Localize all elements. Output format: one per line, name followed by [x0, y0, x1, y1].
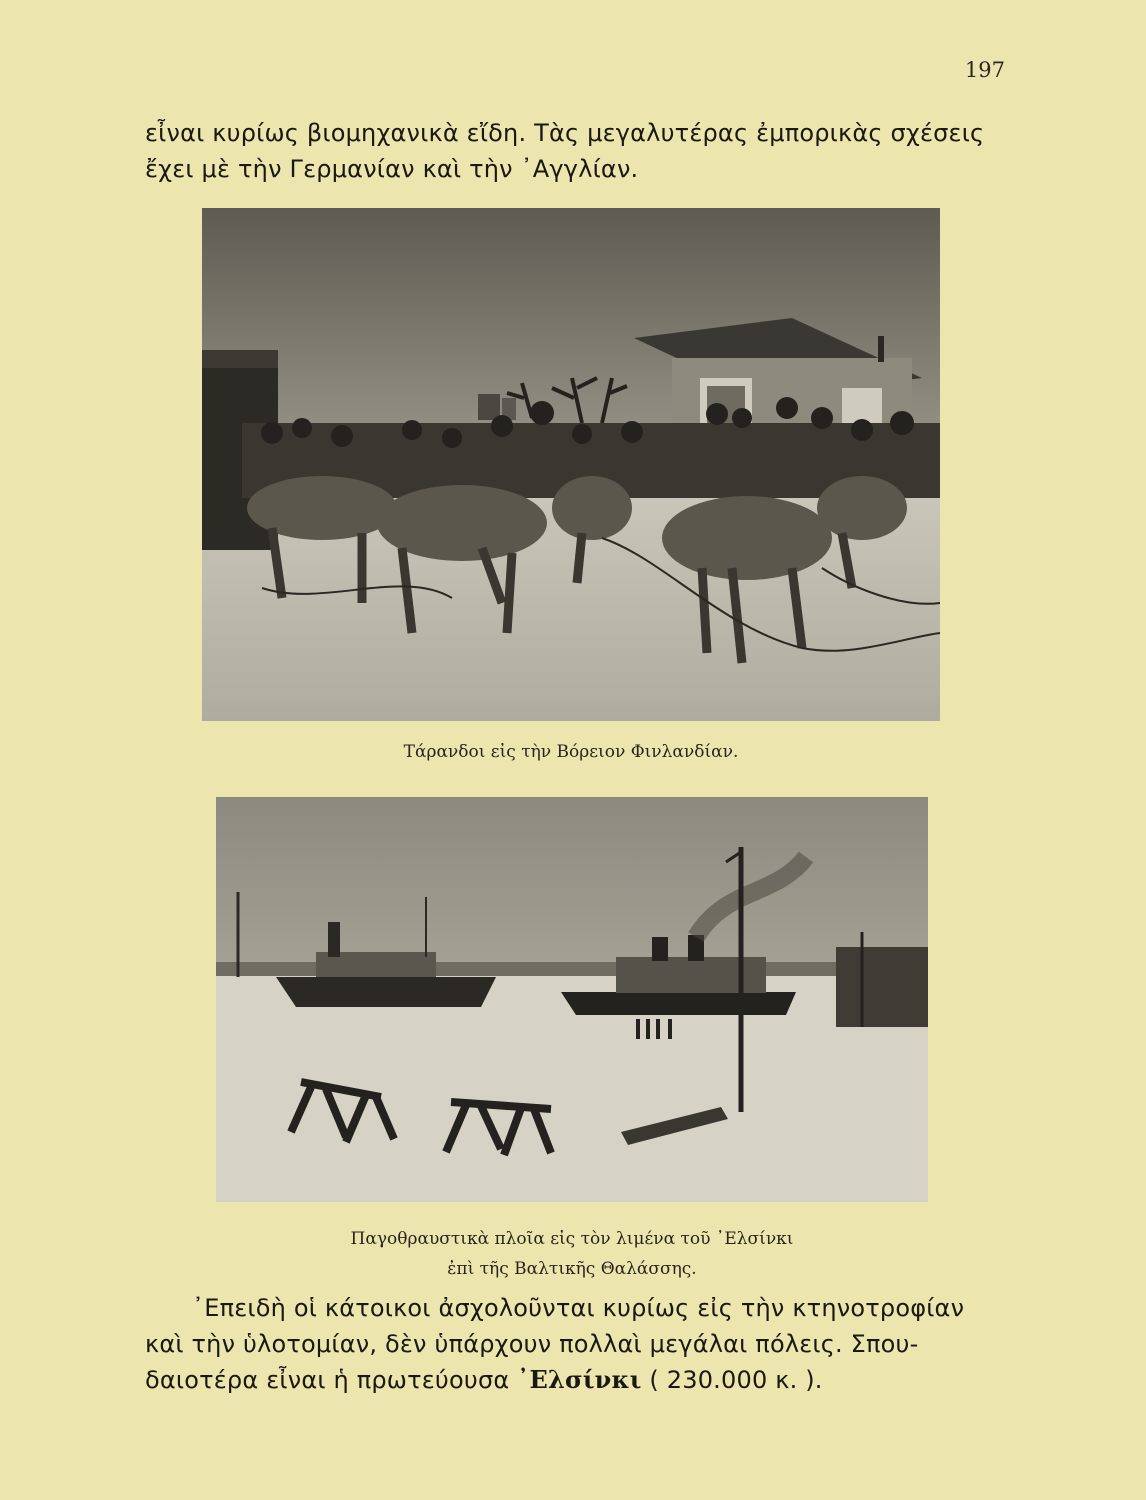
closing-line-3-start: δαιοτέρα εἶναι ἡ πρωτεύουσα: [145, 1366, 518, 1394]
lead-paragraph: [145, 115, 984, 187]
closing-line-3: [145, 1362, 964, 1398]
icebreakers-caption-line-1: Παγοθραυστικὰ πλοῖα εἰς τὸν λιμένα τοῦ ᾿Ελσίνκι: [350, 1229, 794, 1249]
lead-line-1: εἶναι κυρίως βιομηχανικὰ εἴδη. Τὰς μεγαλυτέρας ἐμπορικὰς σχέσεις: [145, 119, 985, 147]
reindeer-photo-image: [202, 208, 940, 721]
page-number: 197: [964, 58, 1005, 82]
reindeer-photo: [202, 208, 940, 721]
icebreakers-photo: [216, 797, 928, 1202]
icebreakers-photo-image: [216, 797, 928, 1202]
closing-paragraph: [145, 1290, 964, 1398]
closing-line-3-end: ( 230.000 κ. ).: [641, 1366, 823, 1394]
lead-line-2: ἔχει μὲ τὴν Γερμανίαν καὶ τὴν ᾿Αγγλίαν.: [145, 155, 639, 183]
closing-line-1: ᾿Επειδὴ οἱ κάτοικοι ἀσχολοῦνται κυρίως εἰς τὴν κτηνοτροφίαν: [192, 1294, 965, 1322]
reindeer-caption: Τάρανδοι εἰς τὴν Βόρειον Φινλανδίαν.: [403, 742, 739, 762]
closing-line-2: καὶ τὴν ὑλοτομίαν, δὲν ὑπάρχουν πολλαὶ μεγάλαι πόλεις. Σπου-: [145, 1330, 919, 1358]
capital-city-name: ᾿Ελσίνκι: [517, 1365, 642, 1394]
icebreakers-caption-line-2: ἐπὶ τῆς Βαλτικῆς Θαλάσσης.: [447, 1259, 697, 1279]
icebreakers-caption: [216, 1224, 928, 1284]
